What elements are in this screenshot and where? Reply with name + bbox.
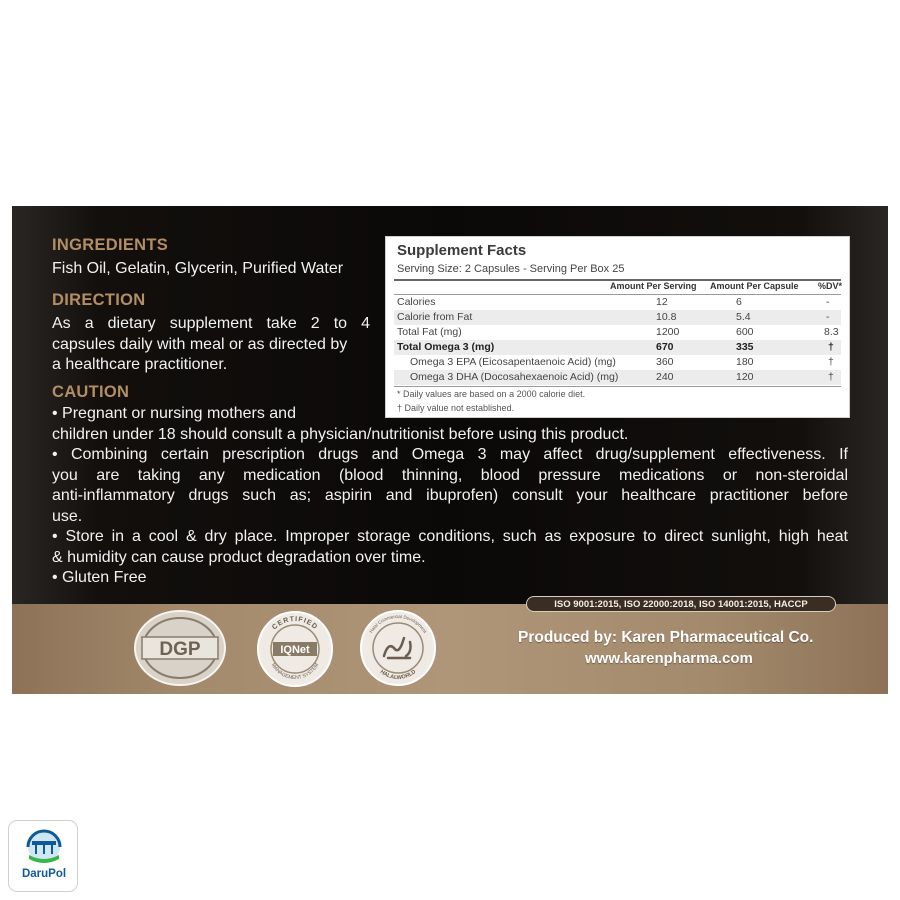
amount-per-capsule: 120 xyxy=(736,371,754,383)
darupol-brand-text: DaruPol xyxy=(21,868,67,880)
dgp-logo xyxy=(132,608,228,688)
nutrient-name: Omega 3 DHA (Docosahexaenoic Acid) (mg) xyxy=(410,371,619,383)
iqnet-ring-bottom: MANAGEMENT SYSTEM xyxy=(269,662,321,682)
halal-ring-bottom: HALALWORLD xyxy=(378,669,418,682)
supplement-facts-box xyxy=(385,236,850,418)
direction-heading: DIRECTION xyxy=(52,291,146,309)
amount-per-capsule: 180 xyxy=(736,356,754,368)
iqnet-certified-logo xyxy=(255,609,335,689)
iqnet-ring-top: CERTIFIED xyxy=(271,615,319,632)
ingredients-text: Fish Oil, Gelatin, Glycerin, Purified Water xyxy=(52,260,344,277)
caution-text xyxy=(52,404,848,589)
direction-line: capsules daily with meal or as directed by xyxy=(52,335,348,353)
iqnet-logo-text: IQNet xyxy=(280,644,310,656)
halal-world-logo xyxy=(358,608,438,688)
iso-certifications-badge: ISO 9001:2015, ISO 22000:2018, ISO 14001:2015, HACCP xyxy=(526,596,836,612)
amount-per-serving: 360 xyxy=(656,356,674,368)
amount-per-serving: 1200 xyxy=(656,326,680,338)
dgp-logo-text: DGP xyxy=(159,639,201,660)
facts-row xyxy=(394,325,841,340)
producer-name: Produced by: Karen Pharmaceutical Co. xyxy=(518,629,814,646)
amount-per-capsule: 600 xyxy=(736,326,754,338)
header-daily-value: %DV* xyxy=(818,281,843,291)
ingredients-heading: INGREDIENTS xyxy=(52,236,169,254)
footnote-daily-values: * Daily values are based on a 2000 calorie diet. xyxy=(397,389,586,399)
direction-text xyxy=(52,314,370,376)
caution-line: • Store in a cool & dry place. Improper storage conditions, such as exposure to direct sunlight, high heat xyxy=(52,528,848,545)
amount-per-serving: 240 xyxy=(656,371,674,383)
footnote-not-established: † Daily value not established. xyxy=(397,403,515,413)
amount-per-capsule: 5.4 xyxy=(736,311,751,323)
caution-heading: CAUTION xyxy=(52,383,130,401)
amount-per-serving: 670 xyxy=(656,341,674,353)
caution-line: anti-inflammatory drugs such as; aspirin and ibuprofen) consult your healthcare practitioner before xyxy=(52,487,848,504)
amount-per-capsule: 335 xyxy=(736,341,754,353)
amount-per-capsule: 6 xyxy=(736,296,742,308)
facts-row xyxy=(394,340,841,355)
direction-line: a healthcare practitioner. xyxy=(52,356,228,373)
daily-value: † xyxy=(828,371,834,383)
serving-size: Serving Size: 2 Capsules - Serving Per Box 25 xyxy=(397,263,625,275)
caution-line: & humidity can cause product degradation over time. xyxy=(52,548,426,566)
supplement-facts-title: Supplement Facts xyxy=(397,242,527,259)
facts-row xyxy=(394,370,841,385)
caution-line: use. xyxy=(52,507,83,525)
amount-per-serving: 10.8 xyxy=(656,311,677,323)
producer-website[interactable]: www.karenpharma.com xyxy=(585,650,753,667)
daily-value: † xyxy=(828,341,834,353)
daily-value: - xyxy=(826,296,830,308)
header-amount-per-capsule: Amount Per Capsule xyxy=(710,281,799,291)
amount-per-serving: 12 xyxy=(656,296,668,308)
caution-line: you are taking any medication (blood thinning, blood pressure medications or non-steroidal xyxy=(52,466,848,484)
nutrient-name: Total Omega 3 (mg) xyxy=(397,341,495,353)
direction-line: As a dietary supplement take 2 to 4 xyxy=(52,315,370,332)
facts-row xyxy=(394,355,841,370)
caution-line: • Pregnant or nursing mothers and xyxy=(52,405,296,422)
darupol-badge xyxy=(8,820,78,892)
nutrient-name: Calories xyxy=(397,296,436,308)
nutrient-name: Total Fat (mg) xyxy=(397,326,462,338)
daily-value: † xyxy=(828,356,834,368)
caution-line: • Combining certain prescription drugs and Omega 3 may affect drug/supplement effectiveness. If xyxy=(52,446,848,463)
daily-value: - xyxy=(826,311,830,323)
nutrient-name: Omega 3 EPA (Eicosapentaenoic Acid) (mg) xyxy=(410,356,616,368)
nutrient-name: Calorie from Fat xyxy=(397,311,473,323)
facts-row xyxy=(394,295,841,310)
darupol-logo-icon xyxy=(24,827,64,865)
header-amount-per-serving: Amount Per Serving xyxy=(610,281,697,291)
halal-ring-top: Halal Commercial Development xyxy=(368,613,428,634)
package-panel xyxy=(12,206,888,694)
facts-row xyxy=(394,310,841,325)
daily-value: 8.3 xyxy=(824,326,839,338)
caution-line: • Gluten Free xyxy=(52,569,147,586)
caution-line: children under 18 should consult a physician/nutritionist before using this product. xyxy=(52,425,629,443)
facts-divider xyxy=(394,386,841,387)
